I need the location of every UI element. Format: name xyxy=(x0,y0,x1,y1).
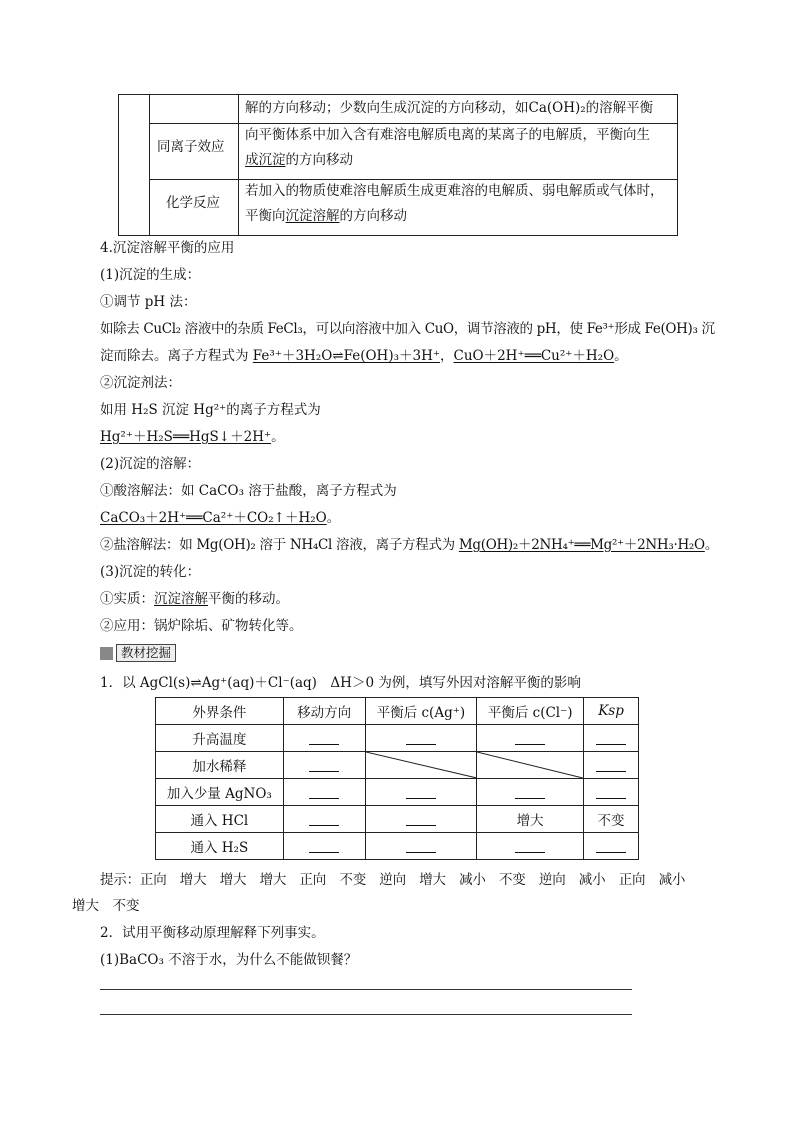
blank-cell xyxy=(365,779,477,806)
blank-cell xyxy=(283,806,365,833)
section-tag xyxy=(100,644,176,662)
paragraph: 如用 H₂S 沉淀 Hg²⁺的离子方程式为 xyxy=(100,402,321,418)
paragraph: (1)沉淀的生成： xyxy=(100,267,201,283)
blank-cell xyxy=(584,752,639,779)
row-label: 加水稀释 xyxy=(156,752,284,779)
table-row xyxy=(156,833,639,860)
value-cell: 增大 xyxy=(477,806,584,833)
blank-cell xyxy=(584,779,639,806)
header-cell: 平衡后 c(Cl⁻) xyxy=(477,698,584,725)
paragraph: (2)沉淀的溶解： xyxy=(100,456,201,472)
table-row xyxy=(156,752,639,779)
paragraph xyxy=(100,587,289,607)
blank-cell xyxy=(365,806,477,833)
row3-line2 xyxy=(245,204,407,229)
diagonal-cell xyxy=(365,752,477,779)
hint-line: 增大 不变 xyxy=(72,898,140,914)
equation: CuO＋2H⁺══Cu²⁺＋H₂O xyxy=(453,348,615,364)
blank-cell xyxy=(584,725,639,752)
value-cell: 不变 xyxy=(584,806,639,833)
row3-line1: 若加入的物质使难溶电解质生成更难溶的电解质、弱电解质或气体时， xyxy=(245,183,664,199)
section-heading: 4.沉淀溶解平衡的应用 xyxy=(100,240,235,256)
equation: Fe³⁺＋3H₂O⇌Fe(OH)₃＋3H⁺ xyxy=(252,348,440,364)
table-divider xyxy=(149,95,150,235)
underlined-term: 成沉淀 xyxy=(245,152,286,168)
header-cell: 移动方向 xyxy=(283,698,365,725)
question-2-1: (1)BaCO₃ 不溶于水，为什么不能做钡餐？ xyxy=(100,952,358,968)
text: 。 xyxy=(271,429,285,445)
paragraph: ①调节 pH 法： xyxy=(100,294,197,310)
paragraph xyxy=(100,533,718,553)
blank-cell xyxy=(477,725,584,752)
blank-cell xyxy=(283,725,365,752)
text: ， xyxy=(440,348,454,364)
text: 。 xyxy=(704,537,719,553)
blank-cell xyxy=(283,752,365,779)
row-label: 通入 H₂S xyxy=(156,833,284,860)
paragraph: ②应用：锅炉除垢、矿物转化等。 xyxy=(100,618,303,634)
paragraph xyxy=(100,506,340,526)
blank-cell xyxy=(283,779,365,806)
paragraph: ①酸溶解法：如 CaCO₃ 溶于盐酸，离子方程式为 xyxy=(100,483,397,499)
diagonal-cell xyxy=(477,752,584,779)
answer-line xyxy=(100,1014,632,1015)
question-2: 2．试用平衡移动原理解释下列事实。 xyxy=(100,925,325,941)
blank-cell xyxy=(365,725,477,752)
factor-table xyxy=(155,697,639,860)
paragraph xyxy=(100,344,628,364)
table-row xyxy=(156,806,639,833)
row2-line2 xyxy=(245,148,353,173)
row2-line1: 向平衡体系中加入含有难溶电解质电离的某离子的电解质，平衡向生 xyxy=(245,127,650,143)
row2-line2-rest: 的方向移动 xyxy=(285,152,353,168)
blank-cell xyxy=(584,833,639,860)
row3-pre: 平衡向 xyxy=(245,208,286,224)
equation: CaCO₃＋2H⁺══Ca²⁺＋CO₂↑＋H₂O xyxy=(100,510,327,526)
row3-label: 化学反应 xyxy=(166,195,220,211)
paragraph: (3)沉淀的转化： xyxy=(100,564,201,580)
row3-rest: 的方向移动 xyxy=(339,208,407,224)
text: ①实质： xyxy=(100,591,154,607)
table-divider xyxy=(238,95,239,235)
question-1: 1．以 AgCl(s)⇌Ag⁺(aq)＋Cl⁻(aq) ΔH＞0 为例，填写外因对溶解平衡的影响 xyxy=(100,675,581,691)
paragraph: ②沉淀剂法： xyxy=(100,375,181,391)
square-icon xyxy=(100,647,113,660)
header-cell: 平衡后 c(Ag⁺) xyxy=(365,698,477,725)
text: 平衡的移动。 xyxy=(208,591,289,607)
text: 。 xyxy=(326,510,341,526)
blank-cell xyxy=(477,833,584,860)
equation: Hg²⁺＋H₂S══HgS↓＋2H⁺ xyxy=(100,429,272,445)
table-row xyxy=(156,725,639,752)
blank-cell xyxy=(477,779,584,806)
answer-line xyxy=(100,989,632,990)
ksp-label: Ksp xyxy=(598,703,624,719)
row-label: 通入 HCl xyxy=(156,806,284,833)
effect-table xyxy=(118,94,678,236)
underlined-term: 沉淀溶解 xyxy=(154,591,208,607)
row1-text: 解的方向移动；少数向生成沉淀的方向移动，如Ca(OH)₂的溶解平衡 xyxy=(245,100,654,116)
row-label: 加入少量 AgNO₃ xyxy=(156,779,284,806)
table-header-row xyxy=(156,698,639,725)
header-cell: 外界条件 xyxy=(156,698,284,725)
text: ②盐溶解法：如 Mg(OH)₂ 溶于 NH₄Cl 溶液，离子方程式为 xyxy=(100,537,459,553)
text: 。 xyxy=(614,348,628,364)
header-cell xyxy=(584,698,639,725)
text: 淀而除去。离子方程式为 xyxy=(100,348,253,364)
row2-label: 同离子效应 xyxy=(157,139,225,155)
underlined-term: 沉淀溶解 xyxy=(285,208,340,224)
paragraph xyxy=(100,425,285,445)
blank-cell xyxy=(365,833,477,860)
paragraph: 如除去 CuCl₂ 溶液中的杂质 FeCl₃，可以向溶液中加入 CuO，调节溶液的 pH，使 Fe³⁺形成 Fe(OH)₃ 沉 xyxy=(100,321,715,337)
blank-cell xyxy=(283,833,365,860)
tag-label: 教材挖掘 xyxy=(116,644,176,662)
table-row xyxy=(156,779,639,806)
row-label: 升高温度 xyxy=(156,725,284,752)
equation: Mg(OH)₂＋2NH₄⁺══Mg²⁺＋2NH₃·H₂O xyxy=(458,537,705,553)
hint-line: 提示：正向 增大 增大 增大 正向 不变 逆向 增大 减小 不变 逆向 减小 正向 减小 xyxy=(100,872,686,888)
